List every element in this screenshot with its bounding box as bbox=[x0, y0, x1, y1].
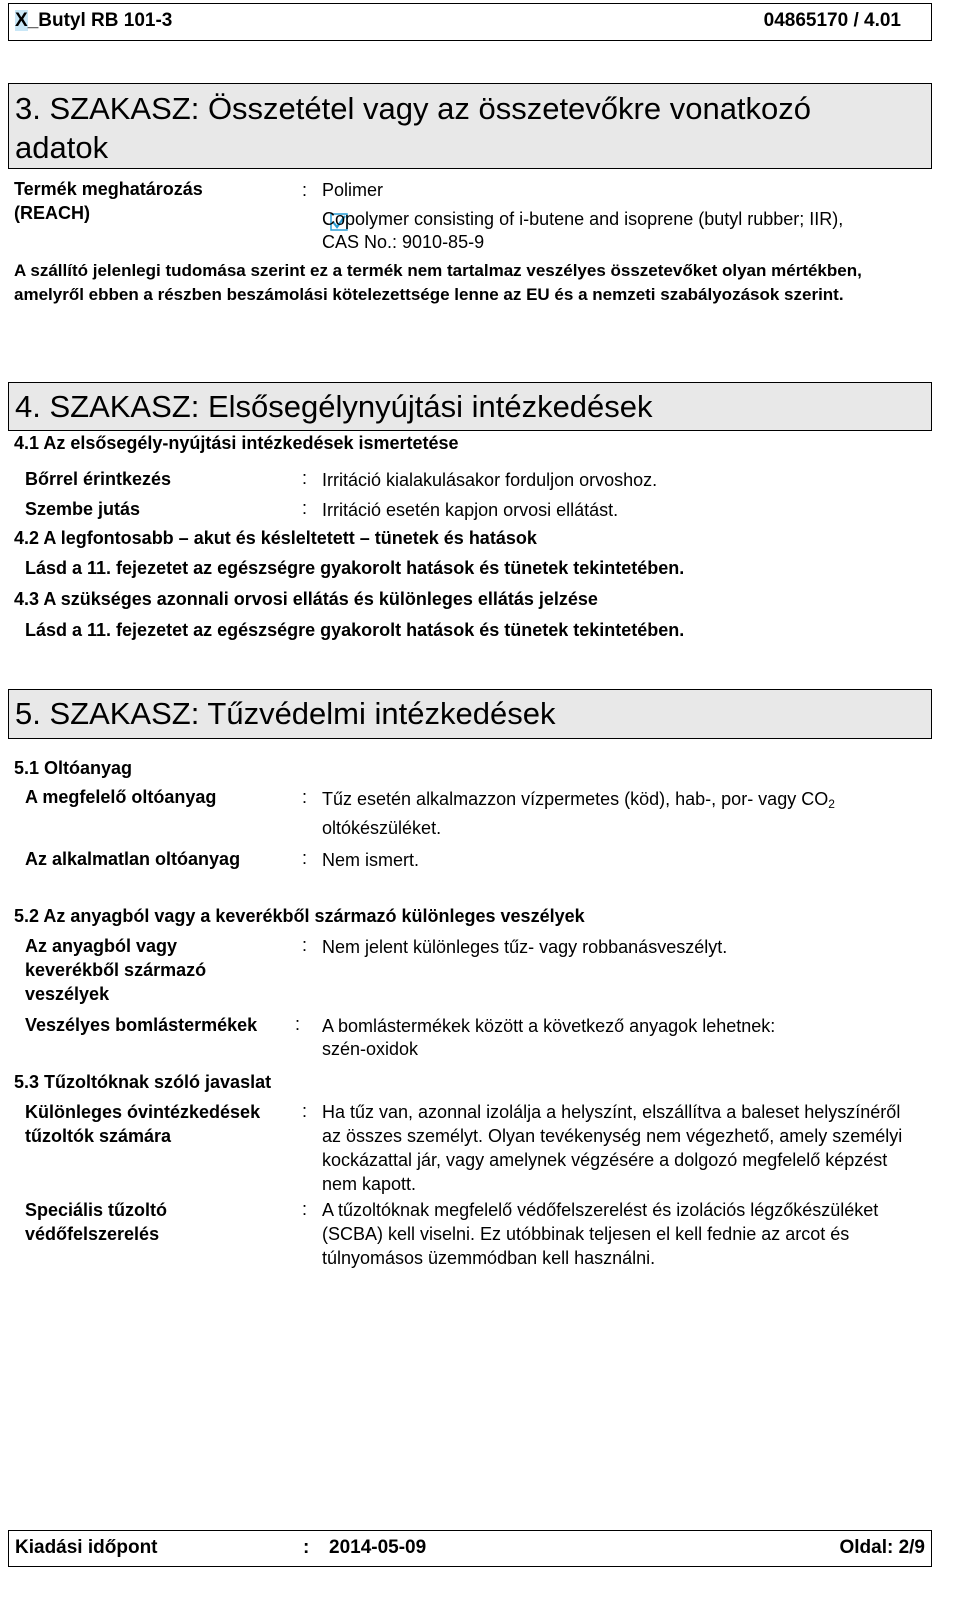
unsuitable-media-label: Az alkalmatlan oltóanyag bbox=[25, 849, 241, 869]
section3-title-box bbox=[8, 83, 932, 169]
suitable-media-text: Tűz esetén alkalmazzon vízpermetes (köd), hab-, por- vagy CO bbox=[322, 789, 829, 809]
section4-see11-a: Lásd a 11. fejezetet az egészségre gyakorolt hatások és tünetek tekintetében. bbox=[25, 558, 685, 578]
protective-equipment-colon: : bbox=[302, 1199, 308, 1219]
product-definition-value: Polimer bbox=[322, 180, 384, 200]
unsuitable-media-value: Nem ismert. bbox=[322, 850, 420, 870]
skin-contact-label: Bőrrel érintkezés bbox=[25, 469, 172, 489]
section5-title: 5. SZAKASZ: Tűzvédelmi intézkedések bbox=[15, 696, 556, 731]
section5-sub3: 5.3 Tűzoltóknak szóló javaslat bbox=[14, 1072, 272, 1092]
skin-contact-colon: : bbox=[302, 468, 308, 488]
unsuitable-media-colon: : bbox=[302, 848, 308, 868]
section4-sub2: 4.2 A legfontosabb – akut és késleltetett – tünetek és hatások bbox=[14, 528, 537, 548]
issue-date-colon: : bbox=[303, 1537, 310, 1558]
decomposition-value-1: A bomlástermékek között a következő anyagok lehetnek: bbox=[322, 1016, 776, 1036]
special-precautions-value: Ha tűz van, azonnal izolálja a helyszínt, elszállítva a baleset helyszínéről az összes személyt. Olyan tevékenység nem végezhető, amely személyi kockázattal jár, vagy amelynek végzésére a dolgozó megfelelő képzést nem kapott. bbox=[322, 1102, 903, 1194]
product-definition-label: Termék meghatározás (REACH) bbox=[14, 179, 203, 223]
section5-sub2: 5.2 Az anyagból vagy a keverékből származó különleges veszélyek bbox=[14, 906, 585, 926]
issue-date-label: Kiadási időpont bbox=[15, 1537, 158, 1558]
special-precautions-colon: : bbox=[302, 1101, 308, 1121]
section4-title: 4. SZAKASZ: Elsősegélynyújtási intézkedések bbox=[15, 389, 653, 424]
eye-contact-value: Irritáció esetén kapjon orvosi ellátást. bbox=[322, 500, 619, 520]
section3-paragraph: A szállító jelenlegi tudomása szerint ez a termék nem tartalmaz veszélyes összetevőket olyan mértékben, amelyről ebben a részben beszámolási kötelezettsége lenne az EU és a nemzeti szabályozások szerint. bbox=[14, 261, 862, 304]
hazard-label: Az anyagból vagy keverékből származó veszélyek bbox=[25, 936, 207, 1004]
product-prefix: X bbox=[15, 10, 28, 31]
footer-bar bbox=[8, 1530, 932, 1567]
suitable-media-colon: : bbox=[302, 787, 308, 807]
co2-subscript: 2 bbox=[828, 797, 835, 811]
decomposition-colon: : bbox=[295, 1014, 301, 1034]
section4-see11-b: Lásd a 11. fejezetet az egészségre gyakorolt hatások és tünetek tekintetében. bbox=[25, 620, 685, 640]
skin-contact-value: Irritáció kialakulásakor forduljon orvoshoz. bbox=[322, 470, 658, 490]
document-code: 04865170 / 4.01 bbox=[763, 10, 901, 31]
header-bar bbox=[8, 3, 932, 41]
hazard-value: Nem jelent különleges tűz- vagy robbanásveszélyt. bbox=[322, 937, 728, 957]
product-rest: _Butyl RB 101-3 bbox=[27, 10, 173, 31]
product-definition-colon: : bbox=[302, 180, 308, 200]
section4-title-box bbox=[8, 382, 932, 431]
eye-contact-colon: : bbox=[302, 498, 308, 518]
section4-sub1: 4.1 Az elsősegély-nyújtási intézkedések ismertetése bbox=[14, 433, 459, 453]
section4-sub3: 4.3 A szükséges azonnali orvosi ellátás és különleges ellátás jelzése bbox=[14, 589, 598, 609]
suitable-media-label: A megfelelő oltóanyag bbox=[25, 787, 217, 807]
page-number: Oldal: 2/9 bbox=[839, 1537, 925, 1558]
suitable-media-value bbox=[322, 787, 922, 840]
composition-value-line1: Copolymer consisting of i-butene and isoprene (butyl rubber; IIR), bbox=[322, 209, 844, 229]
product-name bbox=[15, 10, 172, 32]
section5-sub1: 5.1 Oltóanyag bbox=[14, 758, 133, 778]
suitable-media-text-2: oltókészüléket. bbox=[322, 818, 442, 838]
section5-title-box bbox=[8, 689, 932, 739]
protective-equipment-label: Speciális tűzoltó védőfelszerelés bbox=[25, 1200, 168, 1244]
special-precautions-label: Különleges óvintézkedések tűzoltók számára bbox=[25, 1102, 261, 1146]
hazard-colon: : bbox=[302, 935, 308, 955]
issue-date-value: 2014-05-09 bbox=[329, 1537, 427, 1558]
decomposition-label: Veszélyes bomlástermékek bbox=[25, 1015, 258, 1035]
protective-equipment-value: A tűzoltóknak megfelelő védőfelszerelést és izolációs légzőkészüléket (SCBA) kell viselni. Ez utóbbinak teljesen el kell fednie az arcot és túlnyomásos üzemmódban kell használni. bbox=[322, 1200, 879, 1268]
eye-contact-label: Szembe jutás bbox=[25, 499, 141, 519]
section3-title: 3. SZAKASZ: Összetétel vagy az összetevőkre vonatkozó adatok bbox=[15, 91, 812, 165]
composition-value-line2: CAS No.: 9010-85-9 bbox=[322, 232, 485, 252]
decomposition-value-2: szén-oxidok bbox=[322, 1039, 419, 1059]
